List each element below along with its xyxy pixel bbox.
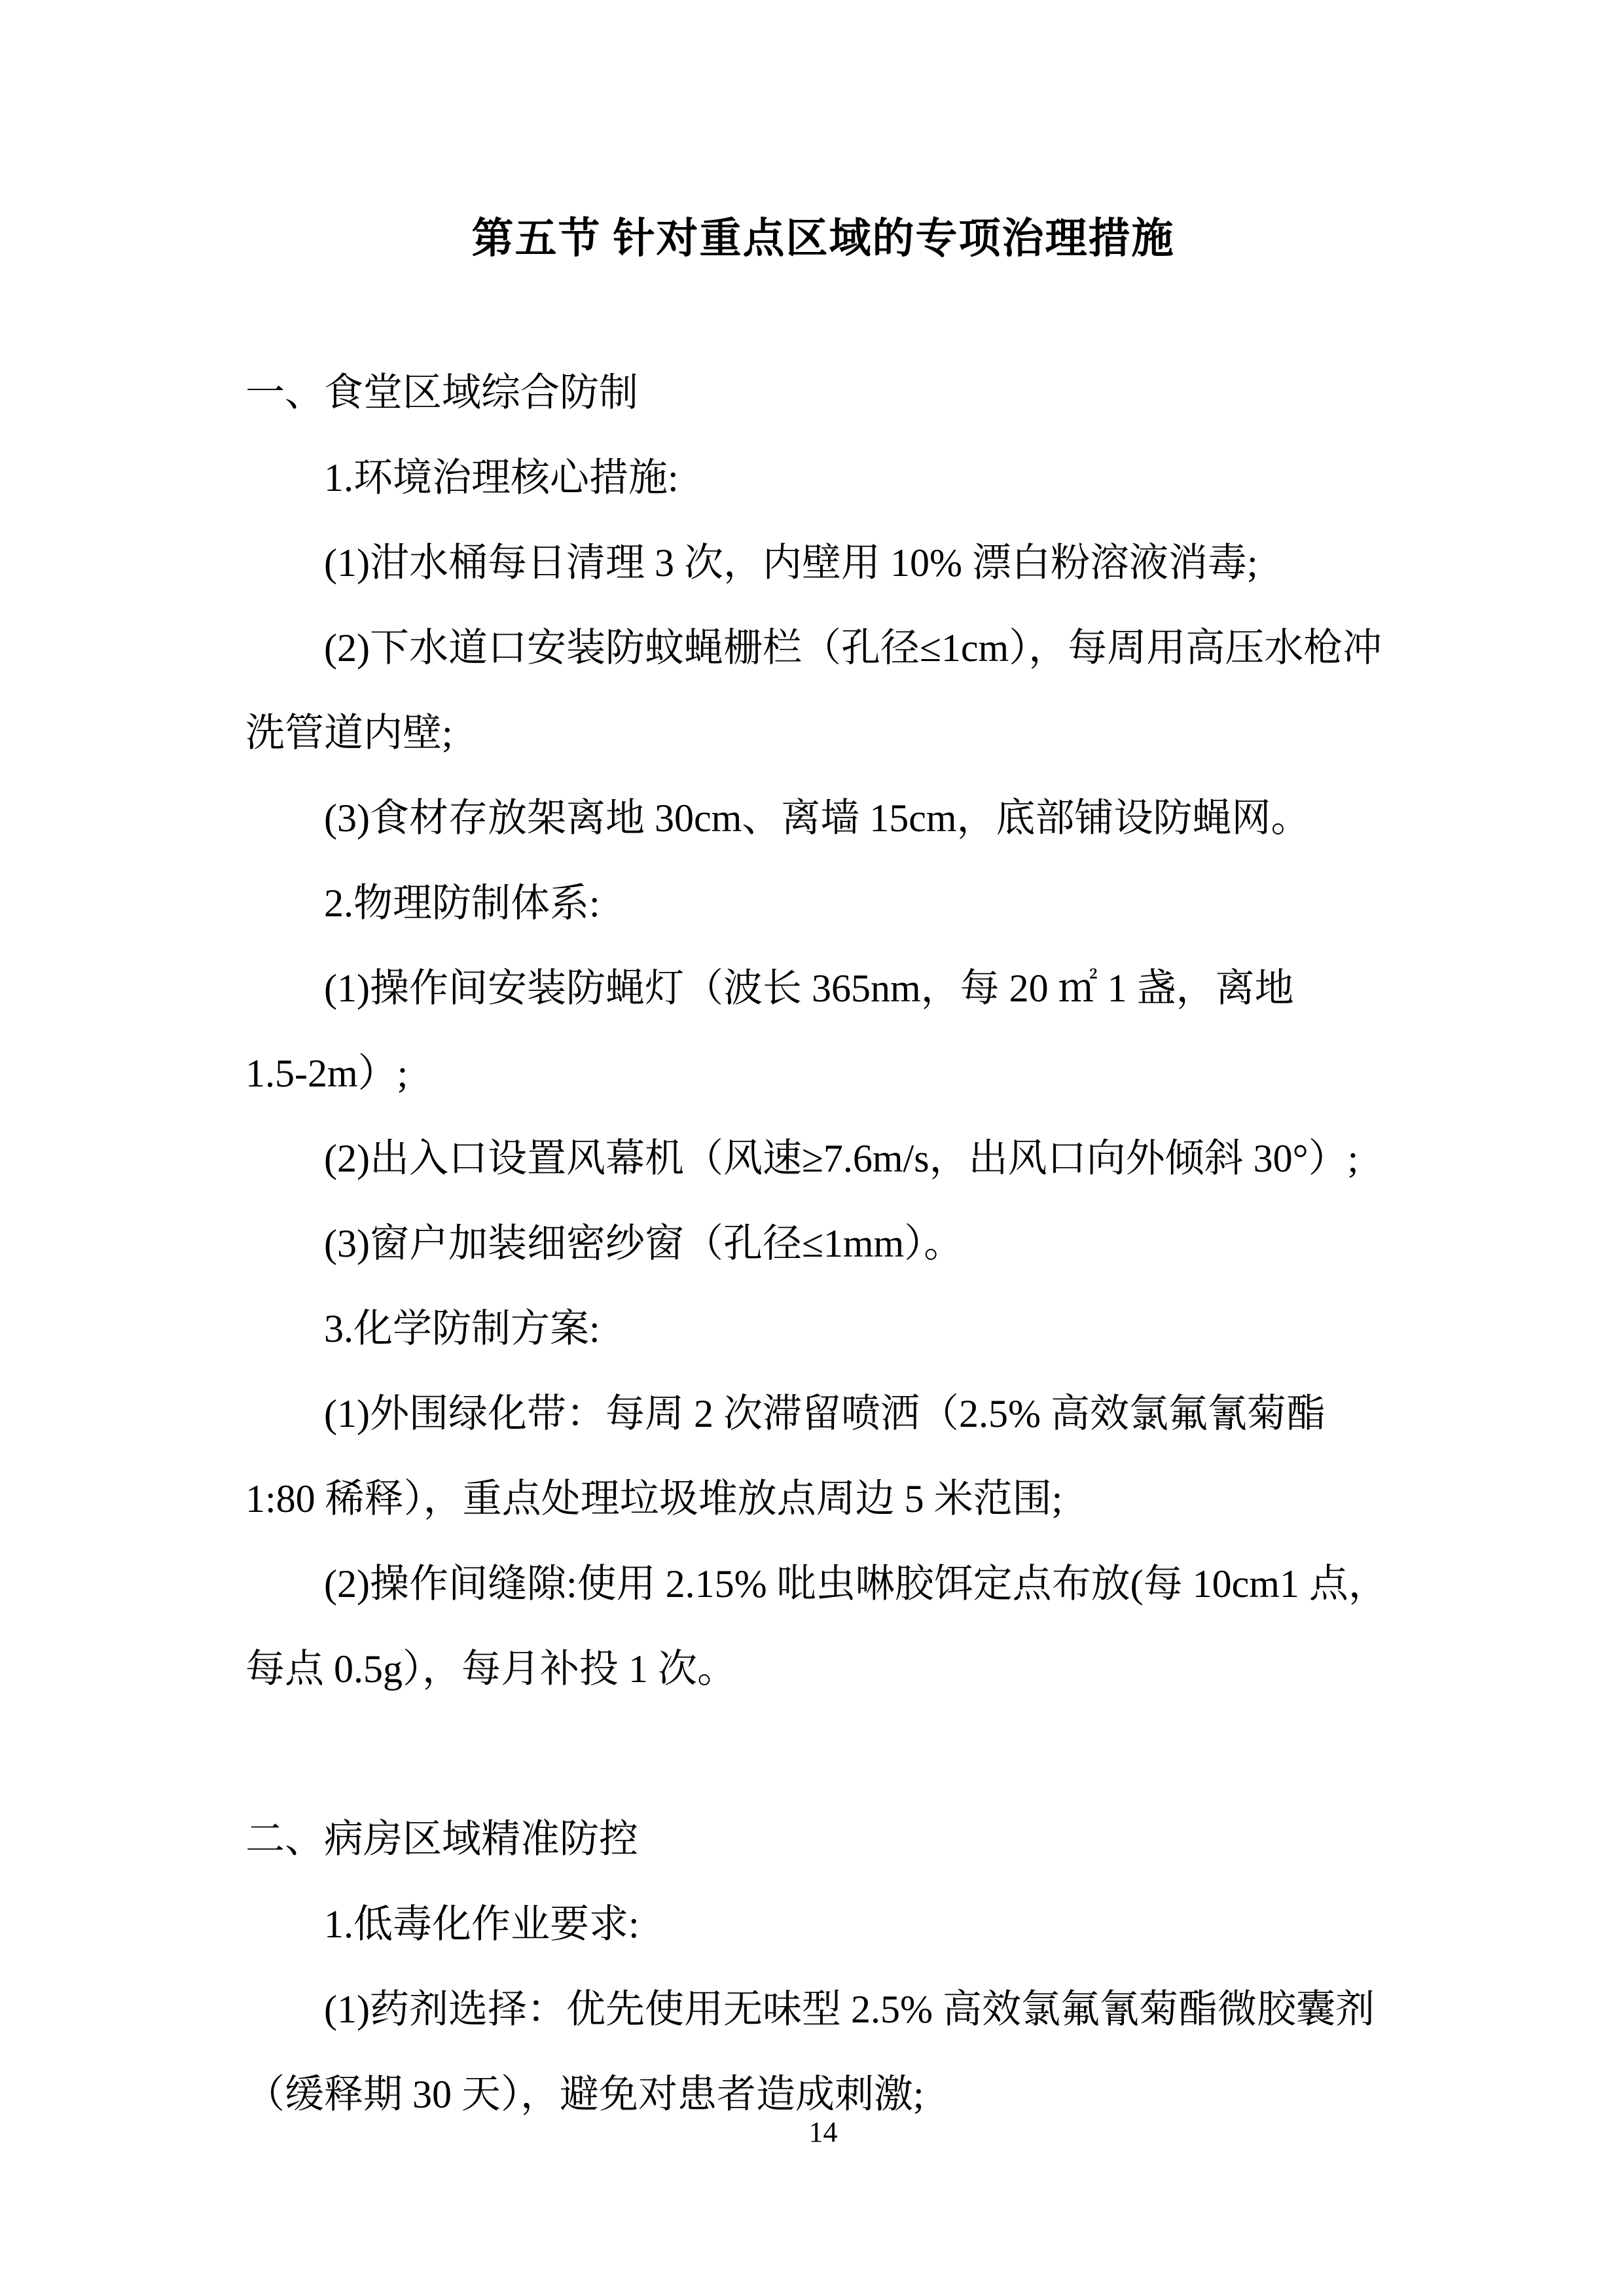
subsection-heading: 1.环境治理核心措施:: [324, 456, 679, 499]
subsection-heading: 3.化学防制方案:: [324, 1307, 600, 1350]
section-heading: 一、食堂区域综合防制: [245, 371, 638, 414]
list-item: (3)食材存放架离地 30cm、离墙 15cm，底部铺设防蝇网。: [324, 797, 1310, 840]
list-item-continuation: 1:80 稀释），重点处理垃圾堆放点周边 5 米范围;: [245, 1477, 1063, 1520]
subsection-heading: 1.低毒化作业要求:: [324, 1903, 640, 1946]
list-item: (2)下水道口安装防蚊蝇栅栏（孔径≤1cm），每周用高压水枪冲: [324, 626, 1382, 670]
list-item: (1)外围绿化带：每周 2 次滞留喷洒（2.5% 高效氯氟氰菊酯: [324, 1392, 1326, 1435]
list-item: (3)窗户加装细密纱窗（孔径≤1mm）。: [324, 1222, 964, 1265]
list-item-continuation: （缓释期 30 天），避免对患者造成刺激;: [245, 2073, 924, 2116]
section-heading: 二、病房区域精准防控: [245, 1818, 638, 1861]
list-item: (1)操作间安装防蝇灯（波长 365nm，每 20 ㎡ 1 盏，离地: [324, 967, 1294, 1010]
list-item-continuation: 每点 0.5g），每月补投 1 次。: [245, 1647, 736, 1691]
page-number: 14: [808, 2116, 838, 2148]
page-title: 第五节 针对重点区域的专项治理措施: [471, 215, 1175, 262]
list-item-continuation: 1.5-2m）;: [245, 1052, 408, 1095]
list-item: (2)出入口设置风幕机（风速≥7.6m/s，出风口向外倾斜 30°）;: [324, 1137, 1359, 1180]
subsection-heading: 2.物理防制体系:: [324, 882, 600, 925]
document-body: [245, 350, 1401, 2137]
list-item: (2)操作间缝隙:使用 2.15% 吡虫啉胶饵定点布放(每 10cm1 点，: [324, 1562, 1388, 1605]
list-item-continuation: 洗管道内壁;: [245, 711, 453, 755]
list-item: (1)泔水桶每日清理 3 次，内壁用 10% 漂白粉溶液消毒;: [324, 541, 1258, 584]
list-item: (1)药剂选择：优先使用无味型 2.5% 高效氯氟氰菊酯微胶囊剂: [324, 1988, 1375, 2031]
